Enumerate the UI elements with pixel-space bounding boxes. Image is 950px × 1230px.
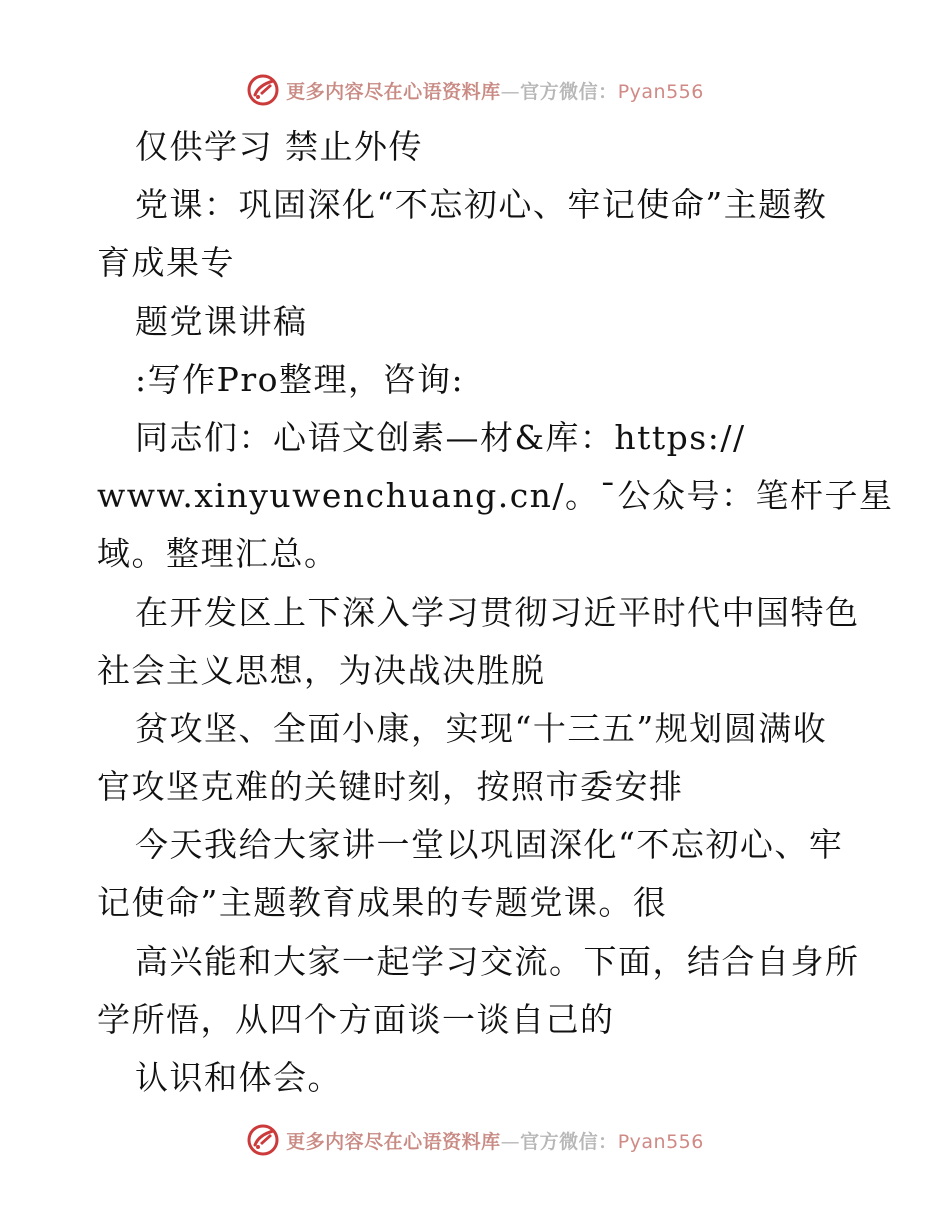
header-banner-account: Pyan556	[617, 80, 704, 103]
document-body	[97, 118, 894, 1107]
footer-banner-slogan: 更多内容尽在心语资料库	[286, 1130, 501, 1153]
header-banner	[0, 70, 950, 110]
body-line-9: 在开发区上下深入学习贯彻习近平时代中国特色	[135, 592, 860, 632]
body-line-13: 今天我给大家讲一堂以巩固深化“不忘初心、牢	[135, 825, 844, 865]
body-line-8: 域。整理汇总。	[97, 534, 339, 574]
pen-logo-icon	[246, 73, 280, 107]
body-line-7: www.xinyuwenchuang.cn/。¯公众号：笔杆子星	[97, 476, 894, 516]
header-banner-slogan: 更多内容尽在心语资料库	[286, 80, 501, 103]
footer-banner-account: Pyan556	[617, 1130, 704, 1153]
body-line-16: 学所悟，从四个方面谈一谈自己的	[97, 999, 615, 1039]
footer-banner-wechat-label: 官方微信：	[520, 1130, 618, 1153]
pen-logo-icon	[246, 1123, 280, 1157]
body-line-11: 贫攻坚、全面小康，实现“十三五”规划圆满收	[135, 708, 828, 748]
body-line-2: 党课：巩固深化“不忘初心、牢记使命”主题教	[135, 185, 828, 225]
footer-banner-text	[286, 1127, 704, 1154]
footer-banner-dash: —	[500, 1130, 521, 1153]
body-line-14: 记使命”主题教育成果的专题党课。很	[97, 883, 668, 923]
body-line-12: 官攻坚克难的关键时刻，按照市委安排	[97, 767, 684, 807]
body-line-5: :写作Pro整理，咨询:	[135, 359, 465, 399]
body-line-4: 题党课讲稿	[135, 301, 308, 341]
body-line-17: 认识和体会。	[135, 1058, 342, 1097]
footer-banner	[0, 1120, 950, 1160]
header-banner-wechat-label: 官方微信：	[520, 80, 618, 103]
body-line-10: 社会主义思想，为决战决胜脱	[97, 650, 546, 690]
header-banner-text	[286, 77, 704, 104]
header-banner-dash: —	[500, 80, 521, 103]
body-line-1: 仅供学习 禁止外传	[135, 127, 423, 166]
body-line-3: 育成果专	[97, 243, 235, 283]
body-line-6: 同志们：心语文创素—材&库：https://	[135, 417, 746, 457]
body-line-15: 高兴能和大家一起学习交流。下面，结合自身所	[135, 941, 860, 981]
header-banner-inner	[246, 73, 704, 107]
footer-banner-inner	[246, 1123, 704, 1157]
